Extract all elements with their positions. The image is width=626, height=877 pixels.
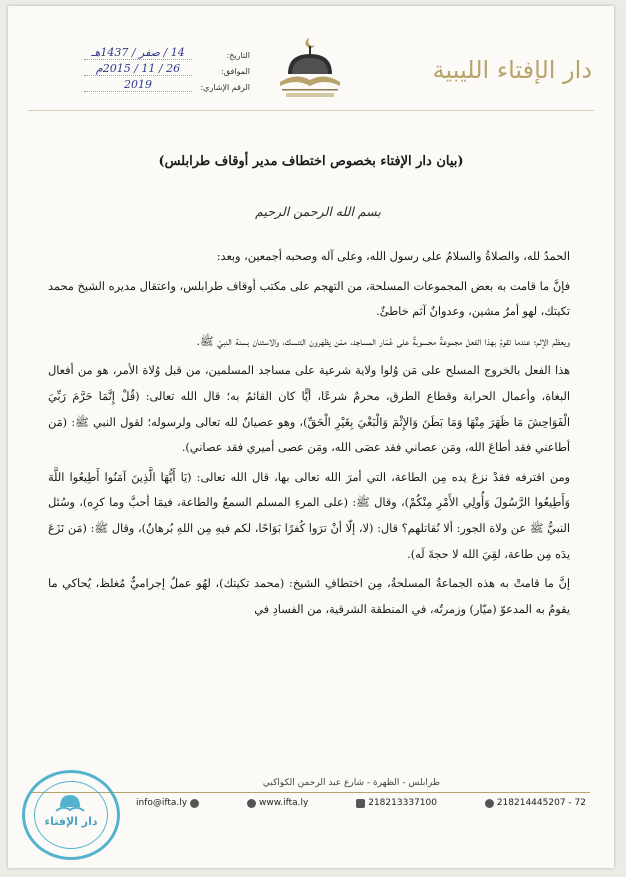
ref-value: 2019 <box>84 78 192 92</box>
stamp-dome-icon <box>55 791 85 813</box>
date-label: التاريخ: <box>226 51 250 60</box>
paragraph: هذا الفعل بالخروج المسلح على مَن وُلوا ولاية شرعية على مساجد المسلمين، من قبل وُلاة الأمر، هو من أفعال البغاة، وأعمال الحرابة وقطاع الطرق، محرمٌ شرعًا، أيًّا كان القائمُ به؛ قال الله تعالى: (قُلْ إِنَّمَا حَرَّمَ رَبِّيَ الْفَوَاحِشَ مَا ظَهَرَ مِنْهَا وَمَا بَطَنَ وَالإِثْمَ وَالْبَغْيَ بِغَيْرِ الْحَقِّ)، وهو عصيانٌ لله تعالى ولرسوله؛ لقول النبي ﷺ: (مَن أطاعني فقد أطاعَ الله، ومَن عصاني فقد عصَى الله، ومَن عصى أميري فقد عصاني). <box>48 364 570 455</box>
brand-wordmark: دار الإفتاء الليبية <box>432 56 592 84</box>
document-title: (بيان دار الإفتاء بخصوص اختطاف مدير أوقاف طرابلس) <box>158 154 464 169</box>
footer-phone-text: 218214445207 - 72 <box>496 798 586 808</box>
fax-icon <box>356 799 365 808</box>
ref-label: الرقم الإشاري: <box>200 83 250 92</box>
official-stamp <box>22 770 120 860</box>
ref-row <box>80 76 250 92</box>
agree-value: 26 / 11 / 2015م <box>84 62 192 76</box>
paragraph: ويعظم الإثم؛ عندما تقومُ بهذا الفعل مجموعةٌ محسوبةٌ على عُمّار المساجد، ممّن يظهرون التنسك، والاستنان بسنة النبيّ ﷺ. <box>196 334 570 348</box>
footer-website-text: www.ifta.ly <box>259 798 309 808</box>
footer-email <box>136 798 199 808</box>
stamp-text: دار الإفتاء <box>44 815 98 828</box>
footer-fax-text: 218213337100 <box>368 798 437 808</box>
header-divider <box>28 110 594 111</box>
basmala: بسم الله الرحمن الرحيم <box>255 204 381 219</box>
email-icon <box>190 799 199 808</box>
footer-divider <box>32 792 590 793</box>
paragraph: إنَّ ما قامتْ به هذه الجماعةُ المسلحةُ، مِن اختطافِ الشيخ: (محمد تكيتك)، لهُو عملٌ إجراميٌّ مُغلظ، يُحاكي ما يقومُ به المدعوّ (ميّار) وزمرتُه، في المنطقة الشرقية، من الفسادِ في <box>48 577 570 616</box>
statement-body <box>48 244 570 749</box>
paragraph: فإنَّ ما قامت به بعض المجموعات المسلحة، من التهجم على مكتب أوقاف طرابلس، واعتقال مديره الشيخ محمد تكيتك، لهو أمرٌ مشين، وعدوانٌ آثم خاطئٌ. <box>48 279 570 319</box>
paragraph: الحمدُ لله، والصلاةُ والسلامُ على رسول الله، وعلى آله وصحبه أجمعين، وبعد: <box>216 250 570 263</box>
phone-icon <box>485 799 494 808</box>
date-row <box>80 44 250 60</box>
document-page <box>8 6 614 868</box>
date-value: 14 / صفر / 1437هـ <box>84 46 192 60</box>
footer-fax <box>356 798 437 808</box>
dome-logo-icon <box>276 36 344 100</box>
paragraph: ومن اقترفه فقدْ نزعَ يده مِن الطاعة، التي أمرَ الله تعالى بها، قال الله تعالى: (يَا أَيُّهَا الَّذِينَ آمَنُوا أَطِيعُوا اللَّهَ وَأَطِيعُوا الرَّسُولَ وَأُولِي الأَمْرِ مِنْكُمْ)، وقال ﷺ: (على المرءِ المسلم السمعُ والطاعة، فيمَا أحبَّ وما كرِه)، وسُئل النبيُّ ﷺ عن ولاة الجور: ألا نُقاتلهم؟ قال: (لا، إلّا أنْ ترَوا كُفرًا بَوَاحًا، لكم فيهِ مِن اللهِ بُرهانٌ)، وقال ﷺ: (مَن نَزَعَ يدَه مِن طاعة، لقِيَ الله لا حجةَ لَه). <box>48 470 570 561</box>
footer-address: طرابلس - الظهرة - شارع عبد الرحمن الكواكبي <box>262 778 440 788</box>
footer-email-text: info@ifta.ly <box>136 798 188 808</box>
document-meta <box>80 44 250 92</box>
footer-website <box>247 798 308 808</box>
footer-phone <box>485 798 586 808</box>
agree-row <box>80 60 250 76</box>
agree-label: الموافق: <box>221 67 250 76</box>
globe-icon <box>247 799 256 808</box>
